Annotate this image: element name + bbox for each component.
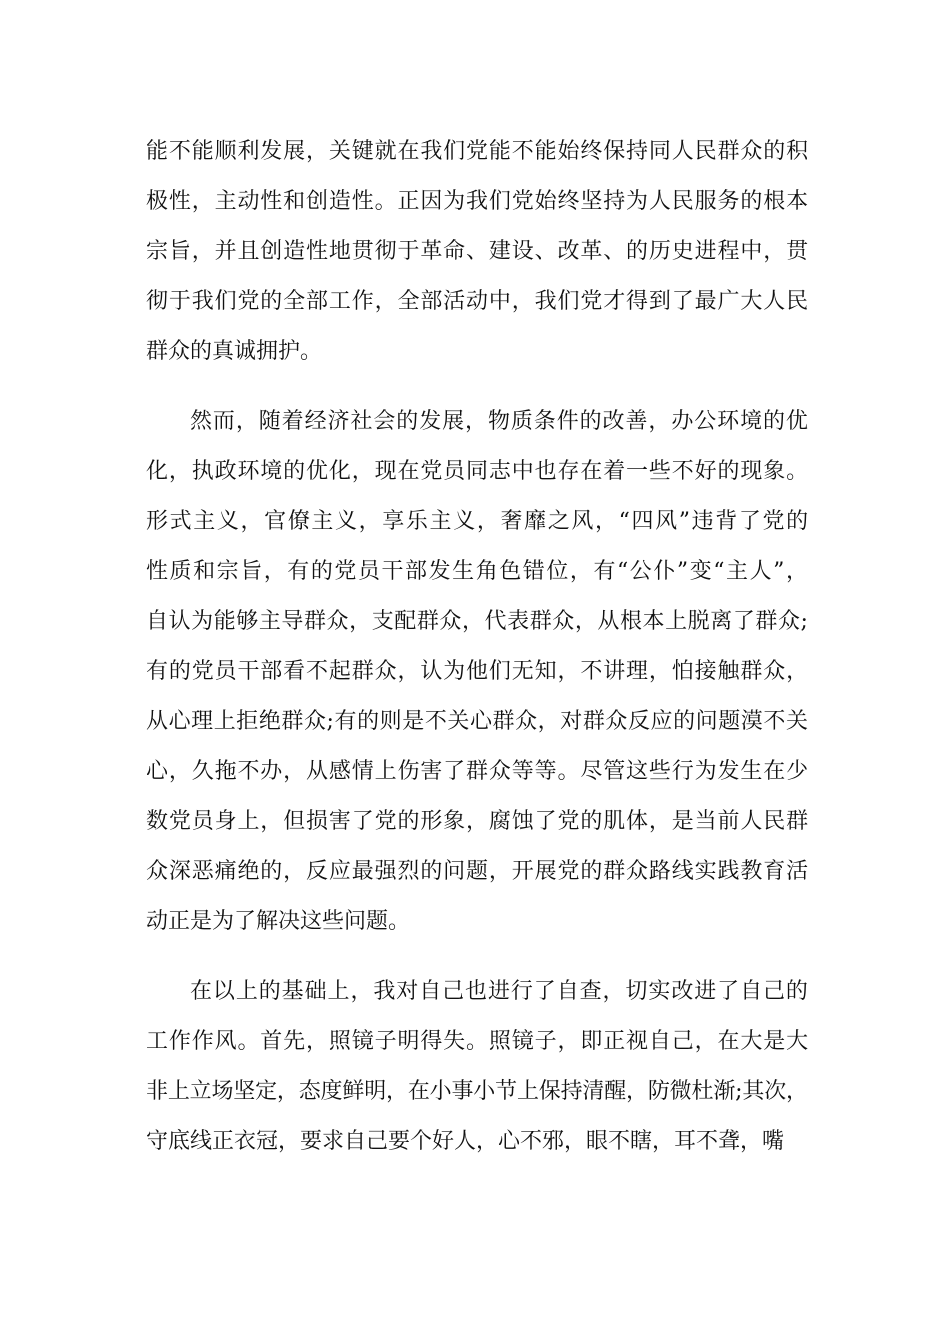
text-line: 工作作风。首先，照镜子明得失。照镜子，即正视自己，在大是大	[146, 1029, 809, 1054]
text-line: 数党员身上，但损害了党的形象，腐蚀了党的肌体，是当前人民群	[146, 809, 809, 834]
text-line: 心，久拖不办，从感情上伤害了群众等等。尽管这些行为发生在少	[146, 759, 809, 784]
text-line: 能不能顺利发展，关键就在我们党能不能始终保持同人民群众的积	[146, 139, 809, 164]
text-line: 从心理上拒绝群众;有的则是不关心群众，对群众反应的问题漠不关	[146, 709, 809, 734]
paragraph-3	[146, 967, 808, 1167]
text-line: 极性，主动性和创造性。正因为我们党始终坚持为人民服务的根本	[146, 189, 809, 214]
text-line: 形式主义，官僚主义，享乐主义，奢靡之风，“四风”违背了党的	[146, 509, 810, 534]
text-line: 性质和宗旨，有的党员干部发生角色错位，有“公仆”变“主人”，	[146, 559, 810, 584]
text-line: 宗旨，并且创造性地贯彻于革命、建设、改革、的历史进程中，贯	[146, 239, 809, 264]
text-line-indented: 然而，随着经济社会的发展，物质条件的改善，办公环境的优	[190, 409, 809, 434]
text-line: 有的党员干部看不起群众，认为他们无知，不讲理，怕接触群众，	[146, 659, 809, 684]
text-line: 动正是为了解决这些问题。	[146, 909, 411, 934]
text-line: 众深恶痛绝的，反应最强烈的问题，开展党的群众路线实践教育活	[146, 859, 809, 884]
text-line: 自认为能够主导群众，支配群众，代表群众，从根本上脱离了群众;	[146, 609, 809, 634]
text-line: 守底线正衣冠，要求自己要个好人，心不邪，眼不瞎，耳不聋，嘴	[146, 1129, 785, 1154]
paragraph-1	[146, 127, 808, 377]
paragraph-2	[146, 397, 808, 947]
text-line: 非上立场坚定，态度鲜明，在小事小节上保持清醒，防微杜渐;其次，	[146, 1079, 808, 1104]
text-line-indented: 在以上的基础上，我对自己也进行了自查，切实改进了自己的	[190, 979, 809, 1004]
text-line: 化，执政环境的优化，现在党员同志中也存在着一些不好的现象。	[146, 459, 809, 484]
text-line: 群众的真诚拥护。	[146, 339, 323, 364]
text-line: 彻于我们党的全部工作，全部活动中，我们党才得到了最广大人民	[146, 289, 809, 314]
